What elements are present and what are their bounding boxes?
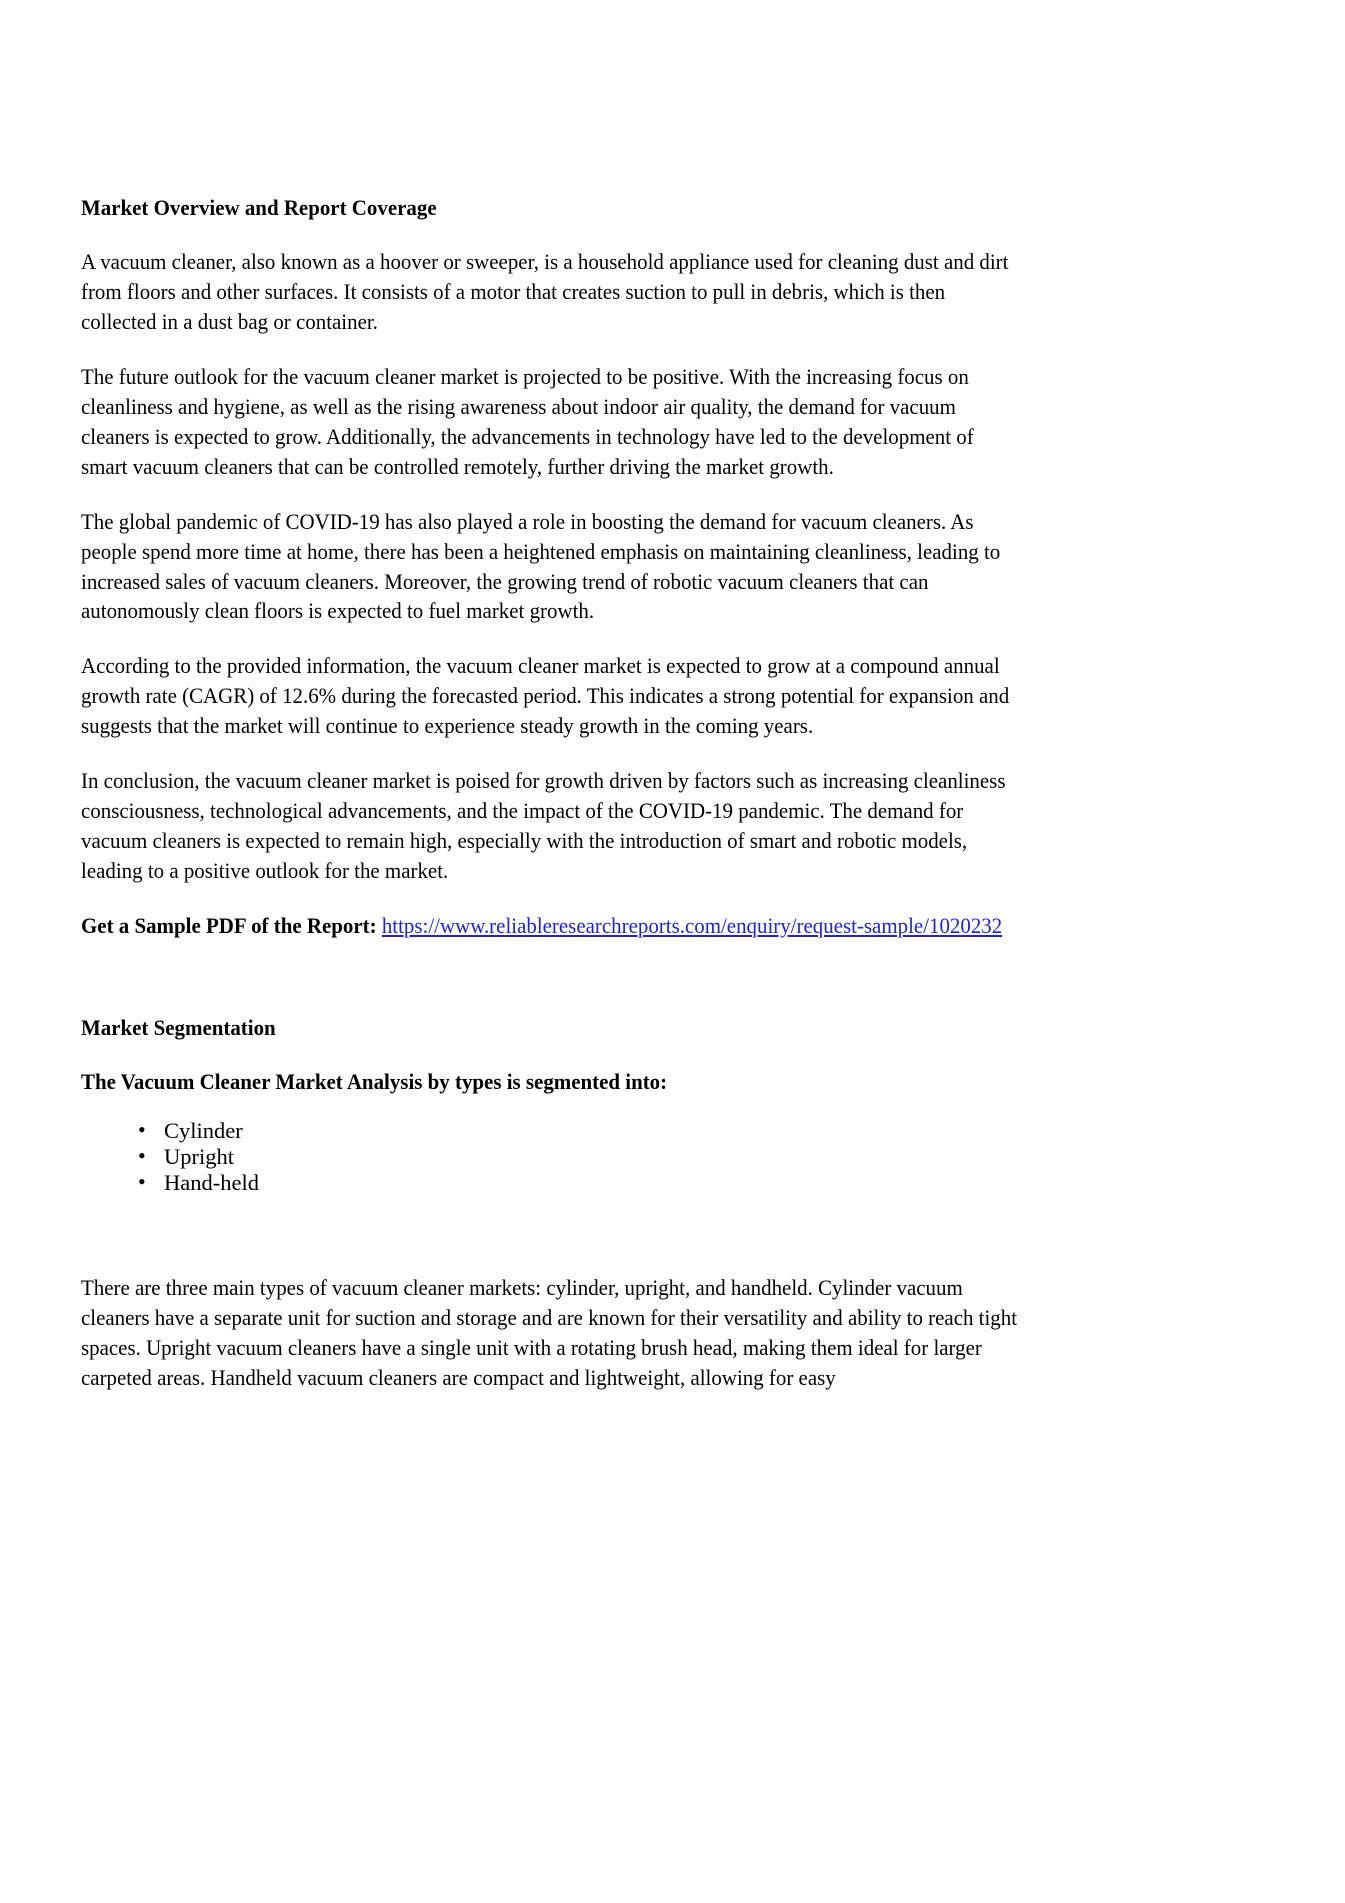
spacer (81, 150, 1023, 193)
spacer (81, 1042, 1023, 1067)
paragraph-type-descriptions: There are three main types of vacuum cleaner markets: cylinder, upright, and handheld. Cylinder vacuum cleaners have a separate unit for suction and storage and are known for their versatility and ability to reach tight spaces. Upright vacuum cleaners have a single unit with a rotating brush head, making them ideal for larger carpeted areas. Handheld vacuum cleaners are compact and lightweight, allowing for easy (81, 1275, 1018, 1390)
sample-pdf-link[interactable]: https://www.reliableresearchreports.com/enquiry/request-sample/1020232 (381, 912, 1003, 938)
spacer (81, 1195, 1023, 1273)
spacer (81, 741, 1023, 766)
paragraph-covid-impact: The global pandemic of COVID-19 has also played a role in boosting the demand for vacuum cleaners. As people spend more time at home, there has been a heightened emphasis on maintaining cleanliness, leading to increased sales of vacuum cleaners. Moreover, the growing trend of robotic vacuum cleaners that can autonomously clean floors is expected to fuel market growth. (81, 508, 1001, 624)
list-item: • Cylinder (138, 1118, 1148, 1144)
spacer (81, 1096, 1023, 1118)
spacer (81, 482, 1023, 507)
heading-types-segmented: The Vacuum Cleaner Market Analysis by types is segmented into: (81, 1069, 668, 1095)
spacer (81, 941, 1023, 1013)
sample-pdf-line (81, 911, 1020, 941)
spacer (81, 626, 1023, 651)
list-item: • Upright (138, 1144, 1148, 1170)
type-list (81, 1118, 1148, 1195)
list-item: • Hand-held (138, 1170, 1148, 1196)
paragraph-conclusion: In conclusion, the vacuum cleaner market is poised for growth driven by factors such as increasing cleanliness consciousness, technological advancements, and the impact of the COVID-19 pandemic. The demand for vacuum cleaners is expected to remain high, especially with the introduction of smart and robotic models, leading to a positive outlook for the market. (81, 768, 1006, 883)
paragraph-definition: A vacuum cleaner, also known as a hoover or sweeper, is a household appliance used for cleaning dust and dirt from floors and other surfaces. It consists of a motor that creates suction to pull in debris, which is then collected in a dust bag or container. (81, 249, 1009, 335)
spacer (81, 337, 1023, 362)
sample-pdf-label: Get a Sample PDF of the Report: (81, 912, 377, 938)
heading-market-segmentation: Market Segmentation (81, 1014, 276, 1040)
heading-market-overview: Market Overview and Report Coverage (81, 195, 437, 220)
spacer (81, 886, 1023, 911)
paragraph-future-outlook: The future outlook for the vacuum cleaner market is projected to be positive. With the increasing focus on cleanliness and hygiene, as well as the rising awareness about indoor air quality, the demand for vacuum cleaners is expected to grow. Additionally, the advancements in technology have led to the development of smart vacuum cleaners that can be controlled remotely, further driving the market growth. (81, 364, 974, 479)
paragraph-cagr: According to the provided information, the vacuum cleaner market is expected to grow at a compound annual growth rate (CAGR) of 12.6% during the forecasted period. This indicates a strong potential for expansion and suggests that the market will continue to experience steady growth in the coming years. (81, 653, 1010, 739)
spacer (81, 222, 1023, 247)
